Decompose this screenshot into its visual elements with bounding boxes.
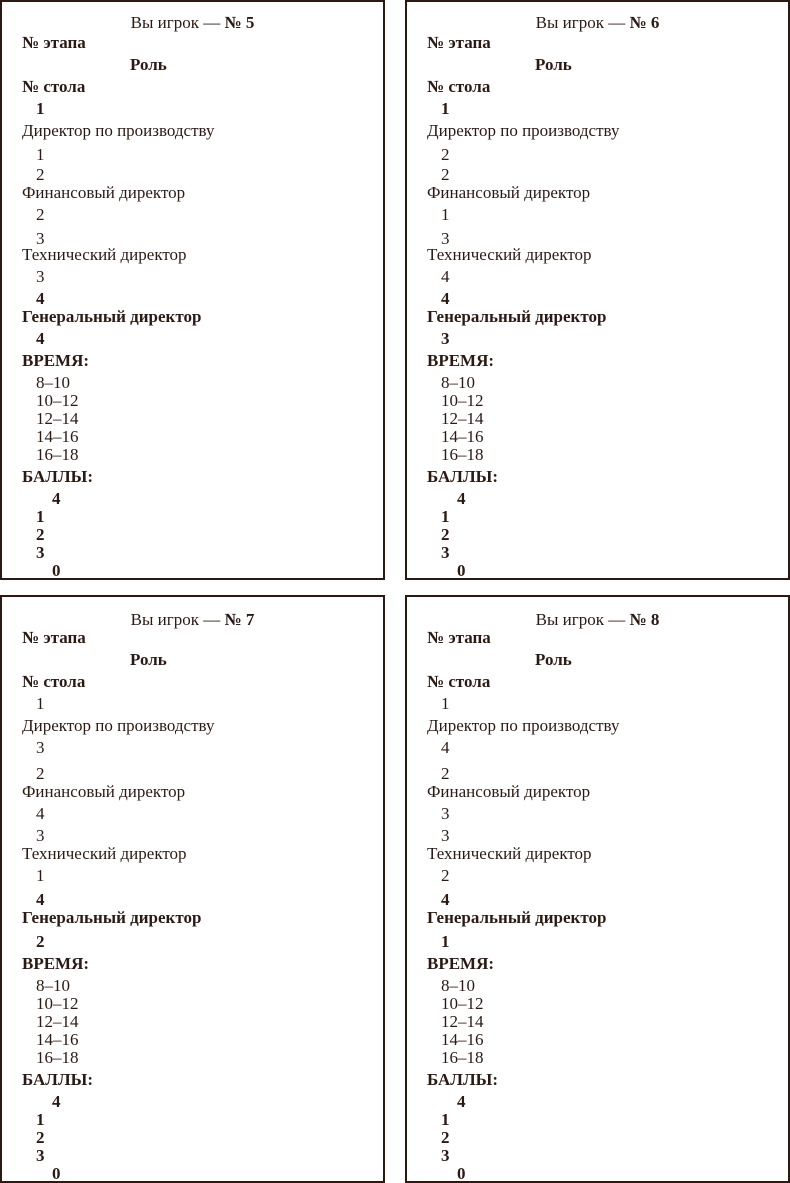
points-value: 4 bbox=[52, 489, 61, 508]
time-slot: 14–16 bbox=[36, 1030, 79, 1049]
table-number: 1 bbox=[36, 99, 45, 118]
points-value: 4 bbox=[457, 489, 466, 508]
table-number: 2 bbox=[36, 932, 45, 951]
table-number: 4 bbox=[36, 289, 45, 308]
stage-label: № этапа bbox=[22, 628, 86, 647]
player-number: № 8 bbox=[629, 610, 660, 629]
time-slot: 8–10 bbox=[36, 373, 70, 392]
player-card bbox=[405, 595, 790, 1183]
role-heading: Роль bbox=[535, 55, 572, 74]
time-slot: 10–12 bbox=[36, 391, 79, 410]
time-slot: 12–14 bbox=[441, 1012, 484, 1031]
time-slot: 16–18 bbox=[36, 1048, 79, 1067]
points-value: 3 bbox=[441, 543, 450, 562]
table-number: 2 bbox=[441, 764, 450, 783]
points-value: 2 bbox=[441, 525, 450, 544]
points-label: БАЛЛЫ: bbox=[22, 467, 93, 486]
points-value: 1 bbox=[441, 1110, 450, 1129]
time-slot: 10–12 bbox=[441, 994, 484, 1013]
points-label: БАЛЛЫ: bbox=[427, 467, 498, 486]
table-number: 3 bbox=[441, 826, 450, 845]
table-number: 4 bbox=[441, 267, 450, 286]
role-technical-director: Технический директор bbox=[22, 844, 187, 863]
header-prefix: Вы игрок — bbox=[130, 13, 225, 32]
table-number: 4 bbox=[36, 890, 45, 909]
points-value: 2 bbox=[441, 1128, 450, 1147]
time-slot: 12–14 bbox=[36, 409, 79, 428]
time-label: ВРЕМЯ: bbox=[427, 954, 495, 973]
role-financial-director: Финансовый директор bbox=[22, 183, 186, 202]
table-number: 3 bbox=[36, 826, 45, 845]
table-number: 4 bbox=[441, 890, 450, 909]
table-number: 3 bbox=[36, 229, 45, 248]
points-value: 0 bbox=[52, 1164, 61, 1183]
time-slot: 16–18 bbox=[36, 445, 79, 464]
player-card-header bbox=[2, 14, 383, 31]
role-production-director: Директор по производству bbox=[427, 121, 620, 140]
table-number: 1 bbox=[441, 205, 450, 224]
points-value: 3 bbox=[441, 1146, 450, 1165]
time-slot: 12–14 bbox=[441, 409, 484, 428]
table-label: № стола bbox=[427, 672, 491, 691]
role-technical-director: Технический директор bbox=[427, 245, 592, 264]
role-production-director: Директор по производству bbox=[22, 716, 215, 735]
table-number: 1 bbox=[441, 932, 450, 951]
time-slot: 8–10 bbox=[441, 373, 475, 392]
player-card-header bbox=[2, 611, 383, 628]
points-value: 3 bbox=[36, 1146, 45, 1165]
role-financial-director: Финансовый директор bbox=[427, 183, 591, 202]
points-value: 0 bbox=[457, 561, 466, 580]
table-label: № стола bbox=[22, 77, 86, 96]
points-value: 2 bbox=[36, 1128, 45, 1147]
table-number: 3 bbox=[441, 229, 450, 248]
stage-label: № этапа bbox=[427, 33, 491, 52]
points-label: БАЛЛЫ: bbox=[22, 1070, 93, 1089]
table-number: 4 bbox=[441, 289, 450, 308]
header-prefix: Вы игрок — bbox=[535, 610, 630, 629]
role-financial-director: Финансовый директор bbox=[427, 782, 591, 801]
table-number: 1 bbox=[441, 99, 450, 118]
table-number: 3 bbox=[441, 329, 450, 348]
role-general-director: Генеральный директор bbox=[22, 908, 202, 927]
table-number: 2 bbox=[441, 866, 450, 885]
table-number: 3 bbox=[36, 267, 45, 286]
time-slot: 14–16 bbox=[441, 1030, 484, 1049]
table-number: 2 bbox=[36, 205, 45, 224]
points-value: 2 bbox=[36, 525, 45, 544]
role-heading: Роль bbox=[130, 55, 167, 74]
table-label: № стола bbox=[22, 672, 86, 691]
points-label: БАЛЛЫ: bbox=[427, 1070, 498, 1089]
table-number: 4 bbox=[36, 329, 45, 348]
role-production-director: Директор по производству bbox=[22, 121, 215, 140]
points-value: 4 bbox=[52, 1092, 61, 1111]
time-label: ВРЕМЯ: bbox=[427, 351, 495, 370]
time-slot: 12–14 bbox=[36, 1012, 79, 1031]
player-number: № 7 bbox=[224, 610, 255, 629]
role-heading: Роль bbox=[535, 650, 572, 669]
table-number: 1 bbox=[441, 694, 450, 713]
points-value: 1 bbox=[441, 507, 450, 526]
role-general-director: Генеральный директор bbox=[427, 908, 607, 927]
table-label: № стола bbox=[427, 77, 491, 96]
player-number: № 6 bbox=[629, 13, 660, 32]
header-prefix: Вы игрок — bbox=[535, 13, 630, 32]
time-slot: 8–10 bbox=[441, 976, 475, 995]
table-number: 2 bbox=[441, 165, 450, 184]
table-number: 2 bbox=[441, 145, 450, 164]
time-label: ВРЕМЯ: bbox=[22, 351, 90, 370]
points-value: 1 bbox=[36, 507, 45, 526]
points-value: 0 bbox=[52, 561, 61, 580]
table-number: 3 bbox=[441, 804, 450, 823]
time-slot: 10–12 bbox=[441, 391, 484, 410]
points-value: 0 bbox=[457, 1164, 466, 1183]
role-technical-director: Технический директор bbox=[22, 245, 187, 264]
time-slot: 10–12 bbox=[36, 994, 79, 1013]
player-card bbox=[405, 0, 790, 580]
player-number: № 5 bbox=[224, 13, 255, 32]
table-number: 1 bbox=[36, 866, 45, 885]
header-prefix: Вы игрок — bbox=[130, 610, 225, 629]
role-financial-director: Финансовый директор bbox=[22, 782, 186, 801]
time-slot: 14–16 bbox=[441, 427, 484, 446]
player-card-header bbox=[407, 14, 788, 31]
table-number: 3 bbox=[36, 738, 45, 757]
table-number: 4 bbox=[36, 804, 45, 823]
time-slot: 16–18 bbox=[441, 445, 484, 464]
table-number: 1 bbox=[36, 694, 45, 713]
stage-label: № этапа bbox=[22, 33, 86, 52]
time-slot: 8–10 bbox=[36, 976, 70, 995]
role-production-director: Директор по производству bbox=[427, 716, 620, 735]
time-slot: 16–18 bbox=[441, 1048, 484, 1067]
points-value: 3 bbox=[36, 543, 45, 562]
stage-label: № этапа bbox=[427, 628, 491, 647]
role-technical-director: Технический директор bbox=[427, 844, 592, 863]
time-label: ВРЕМЯ: bbox=[22, 954, 90, 973]
role-general-director: Генеральный директор bbox=[427, 307, 607, 326]
player-card-header bbox=[407, 611, 788, 628]
player-card bbox=[0, 595, 385, 1183]
player-card bbox=[0, 0, 385, 580]
table-number: 1 bbox=[36, 145, 45, 164]
table-number: 2 bbox=[36, 764, 45, 783]
table-number: 2 bbox=[36, 165, 45, 184]
time-slot: 14–16 bbox=[36, 427, 79, 446]
role-heading: Роль bbox=[130, 650, 167, 669]
points-value: 4 bbox=[457, 1092, 466, 1111]
points-value: 1 bbox=[36, 1110, 45, 1129]
role-general-director: Генеральный директор bbox=[22, 307, 202, 326]
table-number: 4 bbox=[441, 738, 450, 757]
